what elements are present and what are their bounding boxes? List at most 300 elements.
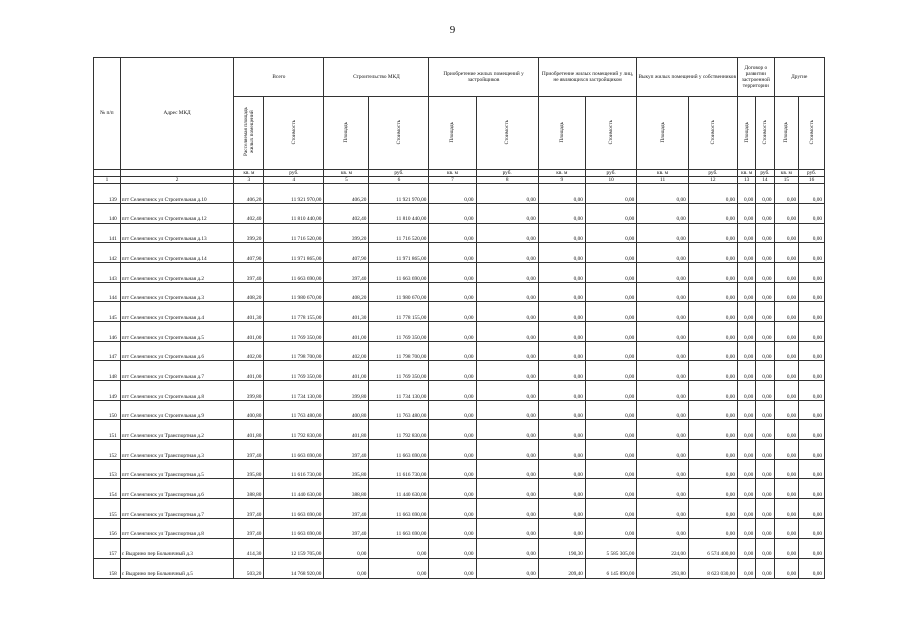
- value-cell: 0,00: [756, 459, 774, 479]
- header-address: Адрес МКД: [120, 58, 234, 170]
- subheader-area: Площадь: [324, 97, 369, 170]
- value-cell: 0,00: [538, 184, 585, 204]
- value-cell: 407,90: [234, 243, 264, 263]
- row-number: 141: [94, 223, 121, 243]
- value-cell: 0,00: [476, 558, 538, 578]
- subheader-area: Площадь: [429, 97, 476, 170]
- table-row: [94, 400, 825, 420]
- address-cell: пгт Селенгинск ул Строительная д.7: [120, 361, 234, 381]
- value-cell: 0,00: [476, 518, 538, 538]
- value-cell: 0,00: [774, 262, 799, 282]
- column-number-cell: 3: [234, 177, 264, 184]
- value-cell: 11 663 690,00: [264, 440, 324, 460]
- value-cell: 397,40: [234, 518, 264, 538]
- value-cell: 0,00: [756, 538, 774, 558]
- value-cell: 0,00: [369, 538, 429, 558]
- table-row: [94, 262, 825, 282]
- value-cell: 0,00: [429, 440, 476, 460]
- value-cell: 0,00: [774, 243, 799, 263]
- value-cell: 0,00: [738, 499, 756, 519]
- table-row: [94, 243, 825, 263]
- value-cell: 0,00: [637, 518, 688, 538]
- value-cell: 0,00: [756, 243, 774, 263]
- value-cell: 0,00: [585, 420, 636, 440]
- row-number: 155: [94, 499, 121, 519]
- value-cell: 401,00: [324, 321, 369, 341]
- value-cell: 0,00: [476, 499, 538, 519]
- value-cell: 11 440 630,00: [264, 479, 324, 499]
- value-cell: 0,00: [476, 341, 538, 361]
- value-cell: 414,30: [234, 538, 264, 558]
- address-cell: пгт Селенгинск ул Строительная д.14: [120, 243, 234, 263]
- value-cell: 399,20: [234, 223, 264, 243]
- value-cell: 0,00: [799, 223, 825, 243]
- value-cell: 0,00: [774, 223, 799, 243]
- value-cell: 0,00: [799, 341, 825, 361]
- table-row: [94, 184, 825, 204]
- value-cell: 401,00: [234, 361, 264, 381]
- value-cell: 0,00: [738, 381, 756, 401]
- value-cell: 11 798 700,00: [264, 341, 324, 361]
- value-cell: 0,00: [637, 420, 688, 440]
- value-cell: 14 768 920,00: [264, 558, 324, 578]
- value-cell: 0,00: [799, 440, 825, 460]
- value-cell: 0,00: [637, 341, 688, 361]
- column-numbers-row: [94, 177, 825, 184]
- value-cell: 0,00: [688, 203, 737, 223]
- value-cell: 0,00: [756, 381, 774, 401]
- row-number: 142: [94, 243, 121, 263]
- value-cell: 11 980 670,00: [264, 282, 324, 302]
- value-cell: 401,80: [234, 420, 264, 440]
- column-number-cell: 1: [94, 177, 121, 184]
- address-cell: пгт Селенгинск ул Транспортная д.3: [120, 440, 234, 460]
- value-cell: 0,00: [799, 499, 825, 519]
- value-cell: 397,40: [324, 440, 369, 460]
- row-number: 152: [94, 440, 121, 460]
- value-cell: 0,00: [688, 459, 737, 479]
- value-cell: 11 769 350,00: [369, 321, 429, 341]
- value-cell: 0,00: [476, 479, 538, 499]
- address-cell: пгт Селенгинск ул Строительная д.6: [120, 341, 234, 361]
- units-cell: руб.: [688, 170, 737, 177]
- value-cell: 0,00: [538, 203, 585, 223]
- column-number-cell: 14: [756, 177, 774, 184]
- value-cell: 0,00: [799, 538, 825, 558]
- units-cell: [120, 170, 234, 177]
- value-cell: 0,00: [799, 203, 825, 223]
- value-cell: 0,00: [429, 262, 476, 282]
- value-cell: 0,00: [585, 499, 636, 519]
- column-number-cell: 5: [324, 177, 369, 184]
- value-cell: 0,00: [688, 518, 737, 538]
- units-cell: кв. м: [234, 170, 264, 177]
- value-cell: 0,00: [538, 440, 585, 460]
- units-cell: кв. м: [324, 170, 369, 177]
- value-cell: 0,00: [429, 420, 476, 440]
- value-cell: 0,00: [476, 321, 538, 341]
- column-number-cell: 2: [120, 177, 234, 184]
- value-cell: 0,00: [756, 499, 774, 519]
- value-cell: 0,00: [538, 262, 585, 282]
- value-cell: 0,00: [688, 381, 737, 401]
- value-cell: 0,00: [476, 420, 538, 440]
- value-cell: 0,00: [637, 400, 688, 420]
- value-cell: 11 763 480,00: [264, 400, 324, 420]
- units-cell: кв. м: [774, 170, 799, 177]
- value-cell: 0,00: [585, 243, 636, 263]
- column-number-cell: 9: [538, 177, 585, 184]
- value-cell: 0,00: [756, 203, 774, 223]
- value-cell: 0,00: [538, 341, 585, 361]
- value-cell: 11 810 440,00: [369, 203, 429, 223]
- subheader-cost: Стоимость: [264, 97, 324, 170]
- value-cell: 0,00: [637, 302, 688, 322]
- value-cell: 0,00: [476, 203, 538, 223]
- value-cell: 408,20: [324, 282, 369, 302]
- value-cell: 0,00: [688, 302, 737, 322]
- value-cell: 0,00: [756, 361, 774, 381]
- address-cell: пгт Селенгинск ул Строительная д.10: [120, 184, 234, 204]
- value-cell: 0,00: [738, 440, 756, 460]
- value-cell: 0,00: [429, 223, 476, 243]
- subheader-cost: Стоимость: [688, 97, 737, 170]
- value-cell: 0,00: [688, 341, 737, 361]
- value-cell: 11 921 970,00: [369, 184, 429, 204]
- value-cell: 0,00: [429, 243, 476, 263]
- row-number: 146: [94, 321, 121, 341]
- value-cell: 0,00: [774, 184, 799, 204]
- column-number-cell: 8: [476, 177, 538, 184]
- column-number-cell: 4: [264, 177, 324, 184]
- value-cell: 0,00: [688, 282, 737, 302]
- value-cell: 0,00: [429, 184, 476, 204]
- value-cell: 11 792 830,00: [369, 420, 429, 440]
- value-cell: 0,00: [429, 282, 476, 302]
- value-cell: 11 616 730,00: [264, 459, 324, 479]
- units-cell: кв. м: [429, 170, 476, 177]
- column-number-cell: 10: [585, 177, 636, 184]
- value-cell: 408,20: [234, 282, 264, 302]
- value-cell: 0,00: [585, 361, 636, 381]
- value-cell: 0,00: [756, 440, 774, 460]
- value-cell: 0,00: [756, 420, 774, 440]
- value-cell: 11 663 690,00: [369, 440, 429, 460]
- value-cell: 11 663 690,00: [264, 518, 324, 538]
- value-cell: 0,00: [688, 243, 737, 263]
- value-cell: 0,00: [738, 184, 756, 204]
- value-cell: 0,00: [756, 518, 774, 538]
- value-cell: 11 810 440,00: [264, 203, 324, 223]
- value-cell: 0,00: [799, 558, 825, 578]
- value-cell: 0,00: [429, 479, 476, 499]
- value-cell: 0,00: [637, 459, 688, 479]
- value-cell: 0,00: [585, 262, 636, 282]
- value-cell: 0,00: [774, 558, 799, 578]
- address-cell: пгт Селенгинск ул Строительная д.8: [120, 381, 234, 401]
- row-number: 145: [94, 302, 121, 322]
- value-cell: 0,00: [429, 459, 476, 479]
- value-cell: 0,00: [637, 381, 688, 401]
- value-cell: 0,00: [637, 243, 688, 263]
- value-cell: 0,00: [738, 282, 756, 302]
- value-cell: 402,40: [234, 203, 264, 223]
- value-cell: 0,00: [688, 440, 737, 460]
- value-cell: 0,00: [738, 518, 756, 538]
- header-purchase-developers: Приобретение жилых помещений у застройщиков: [429, 58, 538, 97]
- value-cell: 0,00: [324, 558, 369, 578]
- value-cell: 0,00: [774, 302, 799, 322]
- value-cell: 0,00: [429, 203, 476, 223]
- value-cell: 0,00: [538, 381, 585, 401]
- header-total: Всего: [234, 58, 324, 97]
- units-cell: руб.: [369, 170, 429, 177]
- column-number-cell: 15: [774, 177, 799, 184]
- value-cell: 0,00: [429, 558, 476, 578]
- header-buyout: Выкуп жилых помещений у собственников: [637, 58, 738, 97]
- address-cell: пгт Селенгинск ул Строительная д.2: [120, 262, 234, 282]
- value-cell: 0,00: [585, 381, 636, 401]
- value-cell: 0,00: [476, 459, 538, 479]
- units-cell: руб.: [799, 170, 825, 177]
- column-number-cell: 7: [429, 177, 476, 184]
- value-cell: 0,00: [738, 302, 756, 322]
- table-row: [94, 361, 825, 381]
- value-cell: 0,00: [738, 223, 756, 243]
- column-number-cell: 12: [688, 177, 737, 184]
- value-cell: 397,40: [234, 440, 264, 460]
- value-cell: 0,00: [538, 321, 585, 341]
- value-cell: 397,40: [234, 262, 264, 282]
- value-cell: 0,00: [688, 499, 737, 519]
- table-row: [94, 518, 825, 538]
- value-cell: 399,80: [234, 381, 264, 401]
- units-cell: руб.: [756, 170, 774, 177]
- value-cell: 0,00: [585, 282, 636, 302]
- value-cell: 503,20: [234, 558, 264, 578]
- row-number: 156: [94, 518, 121, 538]
- value-cell: 11 778 155,00: [369, 302, 429, 322]
- value-cell: 0,00: [585, 184, 636, 204]
- value-cell: 11 769 350,00: [369, 361, 429, 381]
- value-cell: 0,00: [774, 282, 799, 302]
- value-cell: 0,00: [538, 361, 585, 381]
- value-cell: 395,80: [234, 459, 264, 479]
- header-other: Другие: [774, 58, 824, 97]
- value-cell: 0,00: [585, 203, 636, 223]
- value-cell: 0,00: [799, 420, 825, 440]
- value-cell: 0,00: [585, 321, 636, 341]
- value-cell: 8 623 030,00: [688, 558, 737, 578]
- value-cell: 0,00: [799, 381, 825, 401]
- value-cell: 0,00: [688, 262, 737, 282]
- header-construction: Строительство МКД: [324, 58, 429, 97]
- value-cell: 0,00: [799, 282, 825, 302]
- address-cell: пгт Селенгинск ул Строительная д.3: [120, 282, 234, 302]
- value-cell: 5 585 305,00: [585, 538, 636, 558]
- value-cell: 0,00: [688, 420, 737, 440]
- value-cell: 0,00: [538, 420, 585, 440]
- value-cell: 0,00: [738, 479, 756, 499]
- value-cell: 401,30: [324, 302, 369, 322]
- value-cell: 0,00: [799, 262, 825, 282]
- value-cell: 12 159 705,00: [264, 538, 324, 558]
- subheader-cost: Стоимость: [369, 97, 429, 170]
- value-cell: 0,00: [585, 518, 636, 538]
- value-cell: 0,00: [476, 184, 538, 204]
- value-cell: 190,30: [538, 538, 585, 558]
- value-cell: 11 734 130,00: [369, 381, 429, 401]
- value-cell: 399,20: [324, 223, 369, 243]
- value-cell: 388,80: [324, 479, 369, 499]
- value-cell: 0,00: [637, 184, 688, 204]
- value-cell: 0,00: [738, 203, 756, 223]
- value-cell: 0,00: [738, 459, 756, 479]
- value-cell: 397,40: [234, 499, 264, 519]
- value-cell: 11 769 350,00: [264, 321, 324, 341]
- value-cell: 0,00: [799, 400, 825, 420]
- value-cell: 397,40: [324, 262, 369, 282]
- value-cell: 0,00: [756, 321, 774, 341]
- value-cell: 0,00: [688, 223, 737, 243]
- row-number: 139: [94, 184, 121, 204]
- value-cell: 0,00: [774, 341, 799, 361]
- units-cell: кв. м: [538, 170, 585, 177]
- address-cell: пгт Селенгинск ул Строительная д.9: [120, 400, 234, 420]
- value-cell: 0,00: [476, 400, 538, 420]
- value-cell: 0,00: [429, 302, 476, 322]
- value-cell: 0,00: [429, 400, 476, 420]
- value-cell: 0,00: [637, 321, 688, 341]
- address-cell: пгт Селенгинск ул Транспортная д.5: [120, 459, 234, 479]
- value-cell: 0,00: [538, 459, 585, 479]
- value-cell: 399,80: [324, 381, 369, 401]
- units-cell: кв. м: [637, 170, 688, 177]
- address-cell: пгт Селенгинск ул Строительная д.12: [120, 203, 234, 223]
- value-cell: 402,00: [234, 341, 264, 361]
- value-cell: 0,00: [637, 499, 688, 519]
- value-cell: 0,00: [637, 361, 688, 381]
- value-cell: 11 971 865,00: [369, 243, 429, 263]
- value-cell: 0,00: [637, 203, 688, 223]
- value-cell: 0,00: [756, 223, 774, 243]
- address-cell: пгт Селенгинск ул Транспортная д.7: [120, 499, 234, 519]
- value-cell: 407,90: [324, 243, 369, 263]
- value-cell: 0,00: [799, 518, 825, 538]
- value-cell: 293,80: [637, 558, 688, 578]
- value-cell: 0,00: [429, 361, 476, 381]
- value-cell: 0,00: [774, 361, 799, 381]
- subheader-cost: Стоимость: [585, 97, 636, 170]
- table-row: [94, 459, 825, 479]
- value-cell: 0,00: [637, 282, 688, 302]
- value-cell: 0,00: [476, 282, 538, 302]
- value-cell: 400,80: [234, 400, 264, 420]
- address-cell: пгт Селенгинск ул Транспортная д.8: [120, 518, 234, 538]
- value-cell: 0,00: [538, 223, 585, 243]
- value-cell: 0,00: [756, 262, 774, 282]
- value-cell: 401,00: [324, 361, 369, 381]
- value-cell: 11 663 690,00: [264, 262, 324, 282]
- row-number: 154: [94, 479, 121, 499]
- value-cell: 0,00: [738, 262, 756, 282]
- address-cell: с Выдрино пер Больничный д.3: [120, 538, 234, 558]
- value-cell: 0,00: [799, 302, 825, 322]
- value-cell: 0,00: [738, 420, 756, 440]
- value-cell: 0,00: [476, 262, 538, 282]
- value-cell: 401,80: [324, 420, 369, 440]
- value-cell: 0,00: [774, 459, 799, 479]
- column-number-cell: 16: [799, 177, 825, 184]
- value-cell: 0,00: [688, 321, 737, 341]
- value-cell: 0,00: [774, 321, 799, 341]
- value-cell: 11 792 830,00: [264, 420, 324, 440]
- value-cell: 0,00: [476, 361, 538, 381]
- value-cell: 224,00: [637, 538, 688, 558]
- row-number: 144: [94, 282, 121, 302]
- value-cell: 0,00: [476, 440, 538, 460]
- table-row: [94, 538, 825, 558]
- value-cell: 11 663 690,00: [264, 499, 324, 519]
- value-cell: 0,00: [538, 400, 585, 420]
- value-cell: 0,00: [799, 321, 825, 341]
- value-cell: 0,00: [585, 341, 636, 361]
- value-cell: 11 663 690,00: [369, 518, 429, 538]
- table-row: [94, 440, 825, 460]
- value-cell: 406,20: [234, 184, 264, 204]
- value-cell: 388,80: [234, 479, 264, 499]
- row-number: 140: [94, 203, 121, 223]
- value-cell: 0,00: [429, 381, 476, 401]
- value-cell: 11 763 480,00: [369, 400, 429, 420]
- value-cell: 0,00: [774, 538, 799, 558]
- value-cell: 6 145 890,00: [585, 558, 636, 578]
- value-cell: 11 921 970,00: [264, 184, 324, 204]
- table-row: [94, 302, 825, 322]
- value-cell: 0,00: [756, 282, 774, 302]
- table-row: [94, 420, 825, 440]
- table-row: [94, 381, 825, 401]
- value-cell: 0,00: [799, 361, 825, 381]
- value-cell: 0,00: [476, 302, 538, 322]
- row-number: 158: [94, 558, 121, 578]
- resettlement-table: [93, 57, 825, 579]
- value-cell: 0,00: [585, 400, 636, 420]
- value-cell: 0,00: [637, 262, 688, 282]
- column-number-cell: 6: [369, 177, 429, 184]
- value-cell: 402,00: [324, 341, 369, 361]
- value-cell: 11 778 155,00: [264, 302, 324, 322]
- value-cell: 0,00: [688, 400, 737, 420]
- value-cell: 0,00: [585, 440, 636, 460]
- value-cell: 0,00: [637, 479, 688, 499]
- header-purchase-non-developers: Приобретение жилых помещений у лиц, не являющихся застройщиком: [538, 58, 637, 97]
- value-cell: 0,00: [429, 538, 476, 558]
- address-cell: с Выдрино пер Больничный д.5: [120, 558, 234, 578]
- value-cell: 0,00: [585, 459, 636, 479]
- subheader-cost: Стоимость: [799, 97, 825, 170]
- value-cell: 0,00: [637, 440, 688, 460]
- value-cell: 0,00: [799, 184, 825, 204]
- units-row: [94, 170, 825, 177]
- value-cell: 0,00: [756, 558, 774, 578]
- value-cell: 0,00: [738, 538, 756, 558]
- subheader-area: Площадь: [774, 97, 799, 170]
- value-cell: 0,00: [637, 223, 688, 243]
- value-cell: 0,00: [688, 184, 737, 204]
- table-row: [94, 479, 825, 499]
- value-cell: 0,00: [476, 243, 538, 263]
